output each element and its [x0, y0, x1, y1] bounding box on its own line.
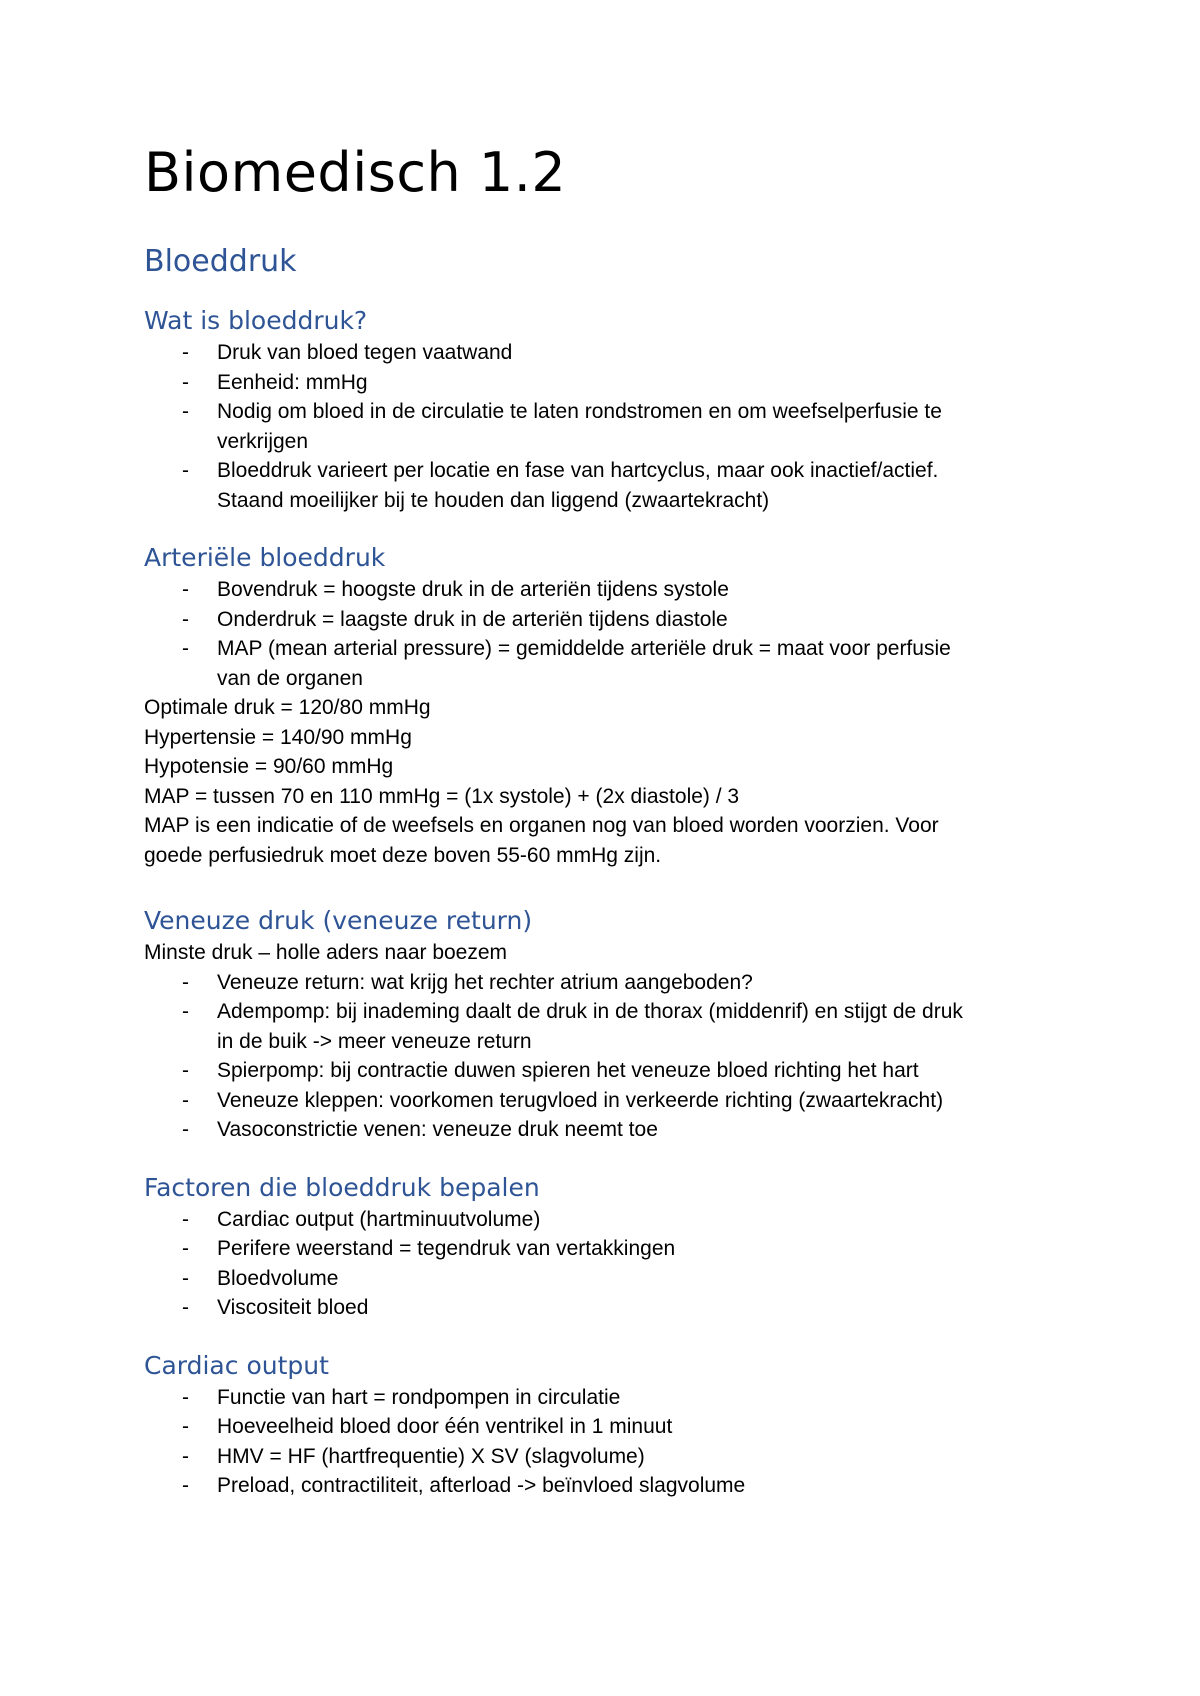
section-wat-is-bloeddruk: [144, 304, 980, 515]
intro-line: Minste druk – holle aders naar boezem: [144, 941, 508, 964]
list-item: - Druk van bloed tegen vaatwand: [144, 338, 980, 368]
list-item: - Veneuze return: wat krijg het rechter atrium aangeboden?: [144, 968, 980, 998]
list-item: - MAP (mean arterial pressure) = gemiddelde arteriële druk = maat voor perfusie van de organen: [144, 634, 980, 693]
list-item: - Veneuze kleppen: voorkomen terugvloed in verkeerde richting (zwaartekracht): [144, 1086, 980, 1116]
list-item: - Viscositeit bloed: [144, 1293, 980, 1323]
text-line: Hypertensie = 140/90 mmHg: [144, 725, 412, 749]
list-item: - Adempomp: bij inademing daalt de druk in de thorax (middenrif) en stijgt de druk in de buik -> meer veneuze return: [144, 997, 980, 1056]
list-item: - Bovendruk = hoogste druk in de arteriën tijdens systole: [144, 575, 980, 605]
bullet-list: [144, 338, 980, 515]
bullet-list: [144, 1383, 980, 1501]
list-item: - Functie van hart = rondpompen in circulatie: [144, 1383, 980, 1413]
text-line: MAP is een indicatie of de weefsels en organen nog van bloed worden voorzien. Voor goede perfusiedruk moet deze boven 55-60 mmHg zijn.: [144, 814, 939, 867]
text-line: MAP = tussen 70 en 110 mmHg = (1x systole) + (2x diastole) / 3: [144, 784, 740, 808]
bullet-list: [144, 575, 980, 693]
section-arteriele-bloeddruk: [144, 541, 980, 870]
list-item: - Perifere weerstand = tegendruk van vertakkingen: [144, 1234, 980, 1264]
section-heading: Factoren die bloeddruk bepalen: [144, 1172, 540, 1202]
section-heading: Cardiac output: [144, 1350, 329, 1380]
bullet-list: [144, 1205, 980, 1323]
list-item: - Vasoconstrictie venen: veneuze druk neemt toe: [144, 1115, 980, 1145]
section-veneuze-druk: [144, 904, 980, 1145]
list-item: - Spierpomp: bij contractie duwen spieren het veneuze bloed richting het hart: [144, 1056, 980, 1086]
list-item: - Bloeddruk varieert per locatie en fase van hartcyclus, maar ook inactief/actief. Staand moeilijker bij te houden dan liggend (zwaartekracht): [144, 456, 980, 515]
list-item: - HMV = HF (hartfrequentie) X SV (slagvolume): [144, 1442, 980, 1472]
section-factoren: [144, 1171, 980, 1323]
list-item: - Bloedvolume: [144, 1264, 980, 1294]
bullet-list: [144, 968, 980, 1145]
text-line: Optimale druk = 120/80 mmHg: [144, 696, 431, 719]
heading-bloeddruk: Bloeddruk: [144, 244, 297, 279]
section-heading: Veneuze druk (veneuze return): [144, 906, 533, 935]
list-item: - Onderdruk = laagste druk in de arteriën tijdens diastole: [144, 605, 980, 635]
list-item: - Eenheid: mmHg: [144, 368, 980, 398]
list-item: - Preload, contractiliteit, afterload -> beïnvloed slagvolume: [144, 1471, 980, 1501]
list-item: - Cardiac output (hartminuutvolume): [144, 1205, 980, 1235]
document-title: Biomedisch 1.2: [144, 141, 567, 204]
section-heading: Arteriële bloeddruk: [144, 543, 386, 572]
text-line: Hypotensie = 90/60 mmHg: [144, 755, 394, 778]
section-heading: Wat is bloeddruk?: [144, 306, 368, 335]
list-item: - Nodig om bloed in de circulatie te laten rondstromen en om weefselperfusie te verkrijgen: [144, 397, 980, 456]
section-cardiac-output: [144, 1349, 980, 1501]
list-item: - Hoeveelheid bloed door één ventrikel in 1 minuut: [144, 1412, 980, 1442]
